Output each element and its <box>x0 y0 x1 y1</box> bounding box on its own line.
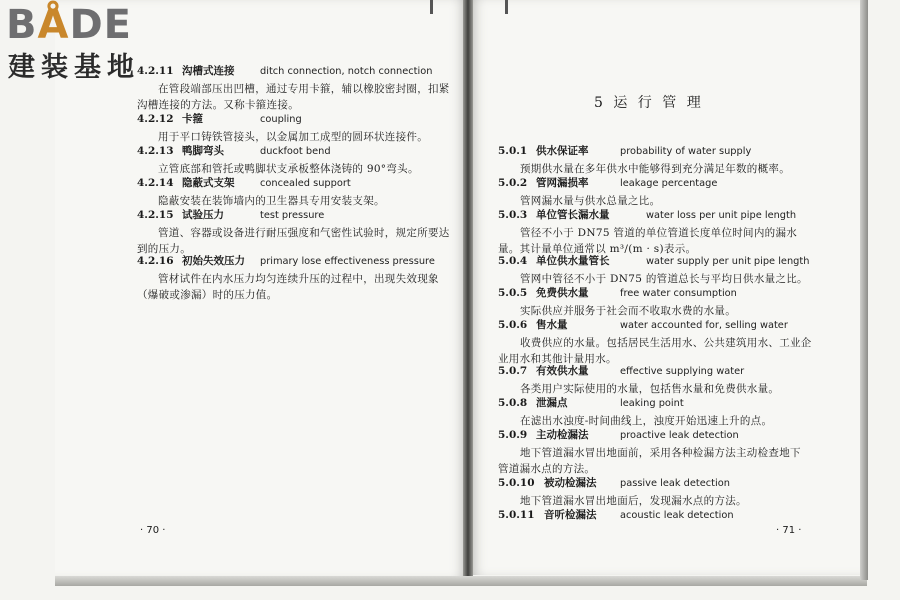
logo-subtitle: 建装基地 <box>8 52 140 83</box>
term-definition-line: 量。其计量单位通常以 m³/(m · s)表示。 <box>498 243 697 255</box>
term-chinese: 售水量 <box>536 319 568 331</box>
term-chinese: 主动检漏法 <box>536 429 589 441</box>
term-heading <box>498 144 751 159</box>
term-english: duckfoot bend <box>260 146 331 157</box>
term-definition-line: 隐蔽安装在装饰墙内的卫生器具专用安装支架。 <box>158 195 385 207</box>
term-heading <box>137 176 351 191</box>
term-heading <box>498 254 809 269</box>
term-chinese: 音听检漏法 <box>544 509 597 521</box>
term-definition-line: 用于平口铸铁管接头，以金属加工成型的圆环状连接件。 <box>158 131 428 143</box>
term-heading <box>498 208 796 223</box>
term-definition-line: 管网中管径不小于 DN75 的管道总长与平均日供水量之比。 <box>520 273 808 285</box>
term-definition-line: 管道漏水点的方法。 <box>498 463 596 475</box>
term-number: 4.2.15 <box>137 209 174 221</box>
term-definition-line: 沟槽连接的方法。又称卡箍连接。 <box>137 99 299 111</box>
term-heading <box>498 286 737 301</box>
term-chinese: 供水保证率 <box>536 145 589 157</box>
term-number: 5.0.11 <box>498 509 535 521</box>
term-definition-line: 在滤出水浊度-时间曲线上，浊度开始迅速上升的点。 <box>520 415 773 427</box>
page-number-left: · 70 · <box>140 525 166 536</box>
term-definition-line: 实际供应并服务于社会而不收取水费的水量。 <box>520 305 736 317</box>
term-heading <box>498 428 739 443</box>
term-heading <box>137 112 302 127</box>
term-english: coupling <box>260 114 302 125</box>
term-english: acoustic leak detection <box>620 510 734 521</box>
term-english: proactive leak detection <box>620 430 739 441</box>
term-number: 5.0.6 <box>498 319 528 331</box>
term-number: 5.0.1 <box>498 145 528 157</box>
chapter-title: 5 运 行 管 理 <box>594 95 704 111</box>
page-right-edge <box>860 0 868 580</box>
term-heading <box>498 508 734 523</box>
term-number: 5.0.9 <box>498 429 528 441</box>
term-number: 5.0.7 <box>498 365 528 377</box>
term-heading <box>498 476 730 491</box>
term-chinese: 泄漏点 <box>536 397 568 409</box>
term-definition-line: 预期供水量在多年供水中能够得到充分满足年数的概率。 <box>520 163 790 175</box>
term-definition-line: 各类用户实际使用的水量，包括售水量和免费供水量。 <box>520 383 780 395</box>
term-chinese: 初始失效压力 <box>182 255 245 267</box>
term-english: water supply per unit pipe length <box>646 256 810 267</box>
term-english: free water consumption <box>620 288 737 299</box>
term-number: 4.2.16 <box>137 255 174 267</box>
term-heading <box>137 208 324 223</box>
term-chinese: 免费供水量 <box>536 287 589 299</box>
term-number: 4.2.11 <box>137 65 174 77</box>
term-chinese: 隐蔽式支架 <box>182 177 235 189</box>
term-heading <box>137 254 435 269</box>
term-english: water loss per unit pipe length <box>646 210 797 221</box>
term-number: 5.0.5 <box>498 287 528 299</box>
term-definition-line: 地下管道漏水冒出地面后，发现漏水点的方法。 <box>520 495 747 507</box>
term-number: 5.0.4 <box>498 255 528 267</box>
term-definition-line: 到的压力。 <box>137 243 191 255</box>
page-number-right: · 71 · <box>776 525 802 536</box>
term-heading <box>137 144 331 159</box>
term-heading <box>137 64 432 79</box>
term-chinese: 试验压力 <box>182 209 224 221</box>
term-chinese: 管网漏损率 <box>536 177 589 189</box>
term-number: 5.0.8 <box>498 397 528 409</box>
term-number: 5.0.3 <box>498 209 528 221</box>
term-definition-line: 立管底部和管托或鸭脚状支承板整体浇铸的 90°弯头。 <box>158 163 419 175</box>
term-definition-line: 收费供应的水量。包括居民生活用水、公共建筑用水、工业企 <box>520 337 812 349</box>
book-gutter <box>463 0 473 580</box>
term-definition-line: 管材试件在内水压力均匀连续升压的过程中，出现失效现象 <box>158 273 439 285</box>
term-definition-line: 管径不小于 DN75 管道的单位管道长度单位时间内的漏水 <box>520 227 798 239</box>
term-chinese: 卡箍 <box>182 113 203 125</box>
term-heading <box>498 364 744 379</box>
term-heading <box>498 318 788 333</box>
term-definition-line: 业用水和其他计量用水。 <box>498 353 617 365</box>
scan-mark <box>505 0 508 14</box>
term-number: 4.2.13 <box>137 145 174 157</box>
term-chinese: 鸭脚弯头 <box>182 145 224 157</box>
term-definition-line: （爆破或渗漏）时的压力值。 <box>137 289 278 301</box>
term-english: effective supplying water <box>620 366 745 377</box>
term-heading <box>498 396 684 411</box>
term-chinese: 单位管长漏水量 <box>536 209 610 221</box>
term-english: leakage percentage <box>620 178 718 189</box>
term-definition-line: 管道、容器或设备进行耐压强度和气密性试验时，规定所要达 <box>158 227 450 239</box>
term-english: ditch connection, notch connection <box>260 66 433 77</box>
term-chinese: 有效供水量 <box>536 365 589 377</box>
term-definition-line: 管网漏水量与供水总量之比。 <box>520 195 661 207</box>
term-definition-line: 在管段端部压出凹槽，通过专用卡箍，辅以橡胶密封圈，扣紧 <box>158 83 450 95</box>
term-english: passive leak detection <box>620 478 730 489</box>
term-definition-line: 地下管道漏水冒出地面前，采用各种检漏方法主动检查地下 <box>520 447 801 459</box>
term-chinese: 沟槽式连接 <box>182 65 235 77</box>
term-chinese: 单位供水量管长 <box>536 255 610 267</box>
term-english: probability of water supply <box>620 146 752 157</box>
term-heading <box>498 176 717 191</box>
term-number: 4.2.14 <box>137 177 174 189</box>
term-number: 5.0.10 <box>498 477 535 489</box>
scan-mark <box>430 0 433 14</box>
term-number: 5.0.2 <box>498 177 528 189</box>
term-english: test pressure <box>260 210 325 221</box>
term-english: primary lose effectiveness pressure <box>260 256 435 267</box>
term-chinese: 被动检漏法 <box>544 477 597 489</box>
term-english: leaking point <box>620 398 684 409</box>
term-english: concealed support <box>260 178 351 189</box>
term-number: 4.2.12 <box>137 113 174 125</box>
page-bottom-edge <box>55 576 867 586</box>
logo-brand: BÅDE <box>6 2 132 48</box>
term-english: water accounted for, selling water <box>620 320 788 331</box>
